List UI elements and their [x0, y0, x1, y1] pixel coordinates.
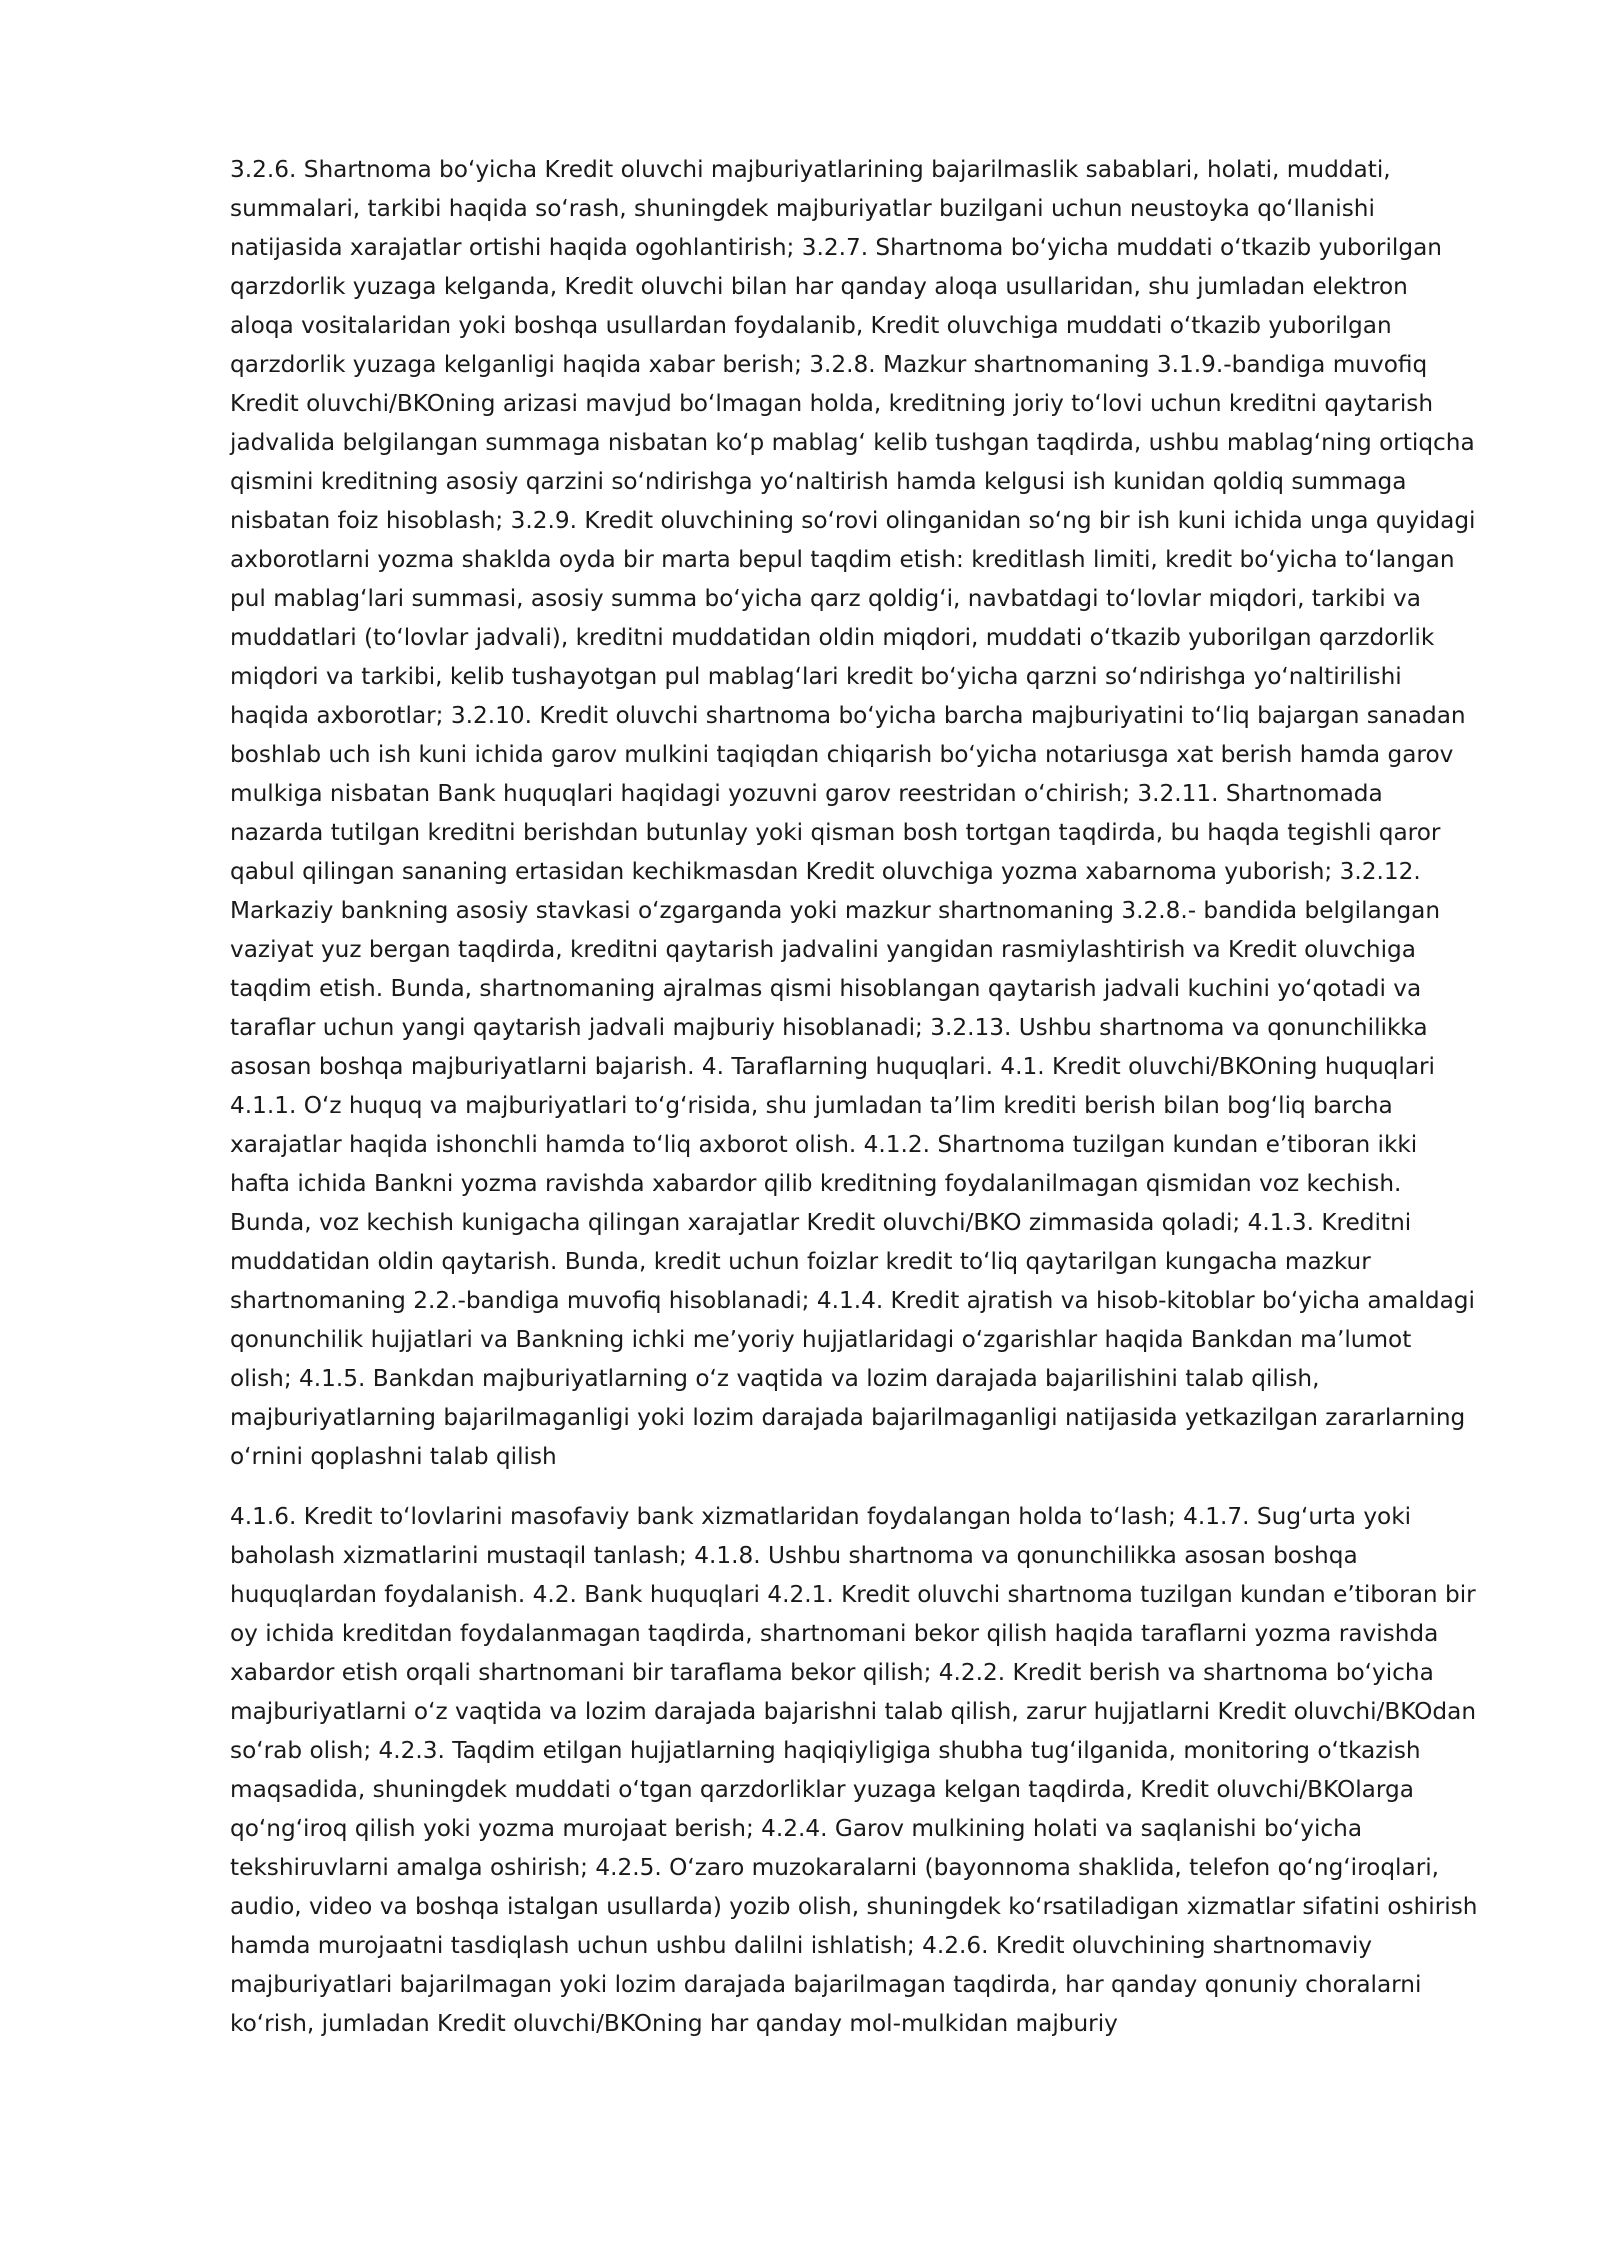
paragraph-1: 3.2.6. Shartnoma boʻyicha Kredit oluvchi majburiyatlarining bajarilmaslik sabablari, holati, muddati, summalari, tarkibi haqida soʻrash, shuningdek majburiyatlar buzilgani uchun neustoyka qoʻllanishi natijasida xarajatlar ortishi haqida ogohlantirish; 3.2.7. Shartnoma boʻyicha muddati oʻtkazib yuborilgan qarzdorlik yuzaga kelganda, Kredit oluvchi bilan har qanday aloqa usullaridan, shu jumladan elektron aloqa vositalaridan yoki boshqa usullardan foydalanib, Kredit oluvchiga muddati oʻtkazib yuborilgan qarzdorlik yuzaga kelganligi haqida xabar berish; 3.2.8. Mazkur shartnomaning 3.1.9.-bandiga muvofiq Kredit oluvchi/BKOning arizasi mavjud boʻlmagan holda, kreditning joriy toʻlovi uchun kreditni qaytarish jadvalida belgilangan summaga nisbatan koʻp mablagʻ kelib tushgan taqdirda, ushbu mablagʻning ortiqcha qismini kreditning asosiy qarzini soʻndirishga yoʻnaltirish hamda kelgusi ish kunidan qoldiq summaga nisbatan foiz hisoblash; 3.2.9. Kredit oluvchining soʻrovi olinganidan soʻng bir ish kuni ichida unga quyidagi axborotlarni yozma shaklda oyda bir marta bepul taqdim etish: kreditlash limiti, kredit boʻyicha toʻlangan pul mablagʻlari summasi, asosiy summa boʻyicha qarz qoldigʻi, navbatdagi toʻlovlar miqdori, tarkibi va muddatlari (toʻlovlar jadvali), kreditni muddatidan oldin miqdori, muddati oʻtkazib yuborilgan qarzdorlik miqdori va tarkibi, kelib tushayotgan pul mablagʻlari kredit boʻyicha qarzni soʻndirishga yoʻnaltirilishi haqida axborotlar; 3.2.10. Kredit oluvchi shartnoma boʻyicha barcha majburiyatini toʻliq bajargan sanadan boshlab uch ish kuni ichida garov mulkini taqiqdan chiqarish boʻyicha notariusga xat berish hamda garov mulkiga nisbatan Bank huquqlari haqidagi yozuvni garov reestridan oʻchirish; 3.2.11. Shartnomada nazarda tutilgan kreditni berishdan butunlay yoki qisman bosh tortgan taqdirda, bu haqda tegishli qaror qabul qilingan sananing ertasidan kechikmasdan Kredit oluvchiga yozma xabarnoma yuborish; 3.2.12. Markaziy bankning asosiy stavkasi oʻzgarganda yoki mazkur shartnomaning 3.2.8.- bandida belgilangan vaziyat yuz bergan taqdirda, kreditni qaytarish jadvalini yangidan rasmiylashtirish va Kredit oluvchiga taqdim etish. Bunda, shartnomaning ajralmas qismi hisoblangan qaytarish jadvali kuchini yoʻqotadi va taraflar uchun yangi qaytarish jadvali majburiy hisoblanadi; 3.2.13. Ushbu shartnoma va qonunchilikka asosan boshqa majburiyatlarni bajarish. 4. Taraflarning huquqlari. 4.1. Kredit oluvchi/BKOning huquqlari 4.1.1. Oʻz huquq va majburiyatlari toʻgʻrisida, shu jumladan taʼlim krediti berish bilan bogʻliq barcha xarajatlar haqida ishonchli hamda toʻliq axborot olish. 4.1.2. Shartnoma tuzilgan kundan eʼtiboran ikki hafta ichida Bankni yozma ravishda xabardor qilib kreditning foydalanilmagan qismidan voz kechish. Bunda, voz kechish kunigacha qilingan xarajatlar Kredit oluvchi/BKO zimmasida qoladi; 4.1.3. Kreditni muddatidan oldin qaytarish. Bunda, kredit uchun foizlar kredit toʻliq qaytarilgan kungacha mazkur shartnomaning 2.2.-bandiga muvofiq hisoblanadi; 4.1.4. Kredit ajratish va hisob-kitoblar boʻyicha amaldagi qonunchilik hujjatlari va Bankning ichki meʼyoriy hujjatlaridagi oʻzgarishlar haqida Bankdan maʼlumot olish; 4.1.5. Bankdan majburiyatlarning oʻz vaqtida va lozim darajada bajarilishini talab qilish, majburiyatlarning bajarilmaganligi yoki lozim darajada bajarilmaganligi natijasida yetkazilgan zararlarning oʻrnini qoplashni talab qilish [230, 156, 1476, 1470]
paragraph-2: 4.1.6. Kredit toʻlovlarini masofaviy bank xizmatlaridan foydalangan holda toʻlash; 4.1.7. Sugʻurta yoki baholash xizmatlarini mustaqil tanlash; 4.1.8. Ushbu shartnoma va qonunchilikka asosan boshqa huquqlardan foydalanish. 4.2. Bank huquqlari 4.2.1. Kredit oluvchi shartnoma tuzilgan kundan eʼtiboran bir oy ichida kreditdan foydalanmagan taqdirda, shartnomani bekor qilish haqida taraflarni yozma ravishda xabardor etish orqali shartnomani bir taraflama bekor qilish; 4.2.2. Kredit berish va shartnoma boʻyicha majburiyatlarni oʻz vaqtida va lozim darajada bajarishni talab qilish, zarur hujjatlarni Kredit oluvchi/BKOdan soʻrab olish; 4.2.3. Taqdim etilgan hujjatlarning haqiqiyligiga shubha tugʻilganida, monitoring oʻtkazish maqsadida, shuningdek muddati oʻtgan qarzdorliklar yuzaga kelgan taqdirda, Kredit oluvchi/BKOlarga qoʻngʻiroq qilish yoki yozma murojaat berish; 4.2.4. Garov mulkining holati va saqlanishi boʻyicha tekshiruvlarni amalga oshirish; 4.2.5. Oʻzaro muzokaralarni (bayonnoma shaklida, telefon qoʻngʻiroqlari, audio, video va boshqa istalgan usullarda) yozib olish, shuningdek koʻrsatiladigan xizmatlar sifatini oshirish hamda murojaatni tasdiqlash uchun ushbu dalilni ishlatish; 4.2.6. Kredit oluvchining shartnomaviy majburiyatlari bajarilmagan yoki lozim darajada bajarilmagan taqdirda, har qanday qonuniy choralarni koʻrish, jumladan Kredit oluvchi/BKOning har qanday mol-mulkidan majburiy [230, 1503, 1478, 2037]
